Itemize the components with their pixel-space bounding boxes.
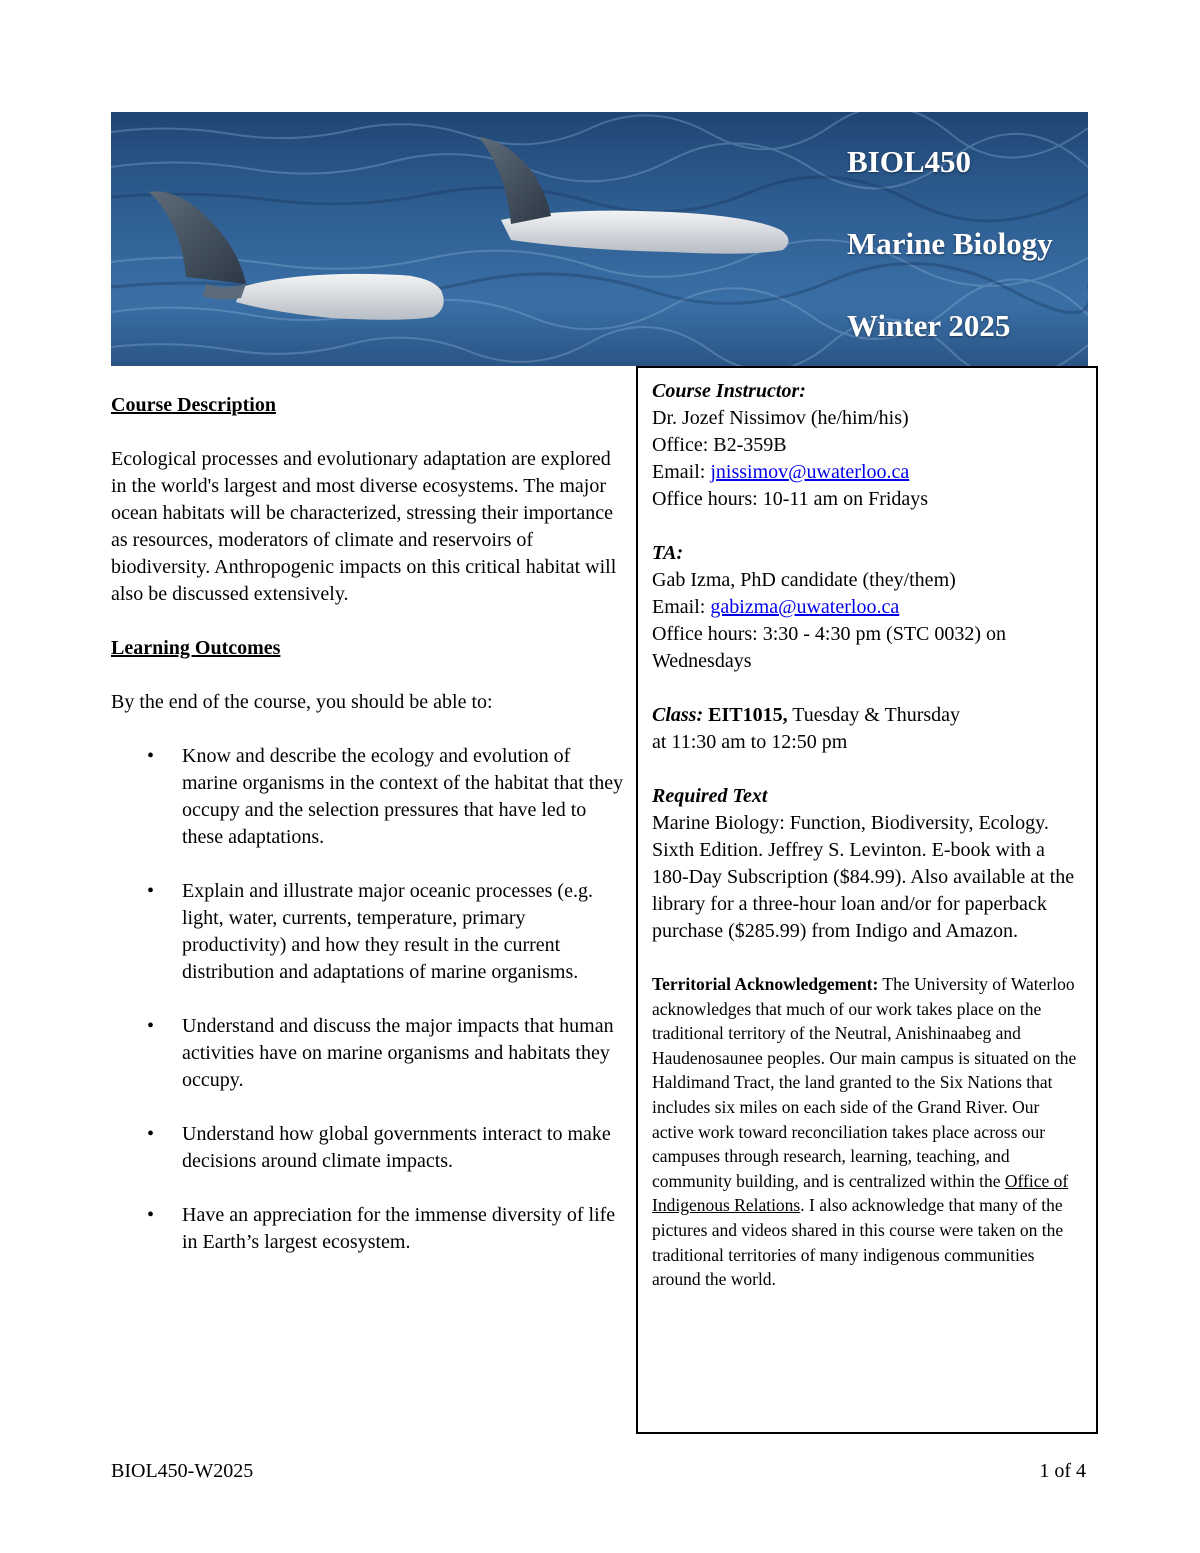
instructor-label: Course Instructor:: [652, 380, 806, 402]
bullet-icon: •: [147, 745, 155, 767]
header-banner: [111, 112, 1088, 366]
learning-outcomes-list: [111, 743, 626, 1256]
ta-hours: Office hours: 3:30 - 4:30 pm (STC 0032) on Wednesdays: [652, 623, 1007, 672]
ack-text-1: The University of Waterloo acknowledges that much of our work takes place on the traditional territory of the Neutral, Anishinaabeg and Haudenosaunee peoples. Our main campus is situated on the Haldimand Tract, the land granted to the Six Nations that includes six miles on each side of the Grand River. Our active work toward reconciliation takes place across our campuses through research, learning, teaching, and community building, and is centralized within the: [652, 974, 1077, 1191]
outcome-text: Explain and illustrate major oceanic processes (e.g. light, water, currents, temperature, primary productivity) and how they result in the current distribution and adaptations of marine organisms.: [182, 880, 593, 983]
outcome-text: Know and describe the ecology and evolution of marine organisms in the context of the habitat that they occupy and the selection pressures that have led to these adaptations.: [182, 745, 624, 848]
class-label: Class:: [652, 704, 704, 726]
ack-label: Territorial Acknowledgement:: [652, 974, 879, 994]
list-item: [111, 1202, 626, 1256]
indigenous-relations-link[interactable]: Office of Indigenous Relations: [652, 1170, 1069, 1216]
email-label: Email:: [652, 461, 711, 483]
bullet-icon: •: [147, 1123, 155, 1145]
ta-name: Gab Izma, PhD candidate (they/them): [652, 569, 956, 591]
list-item: [111, 878, 626, 986]
footer-page-number: 1 of 4: [1039, 1460, 1086, 1482]
instructor-email-line: [652, 459, 1084, 486]
bullet-icon: •: [147, 1015, 155, 1037]
outcomes-intro: By the end of the course, you should be able to:: [111, 691, 493, 713]
instructor-name: Dr. Jozef Nissimov (he/him/his): [652, 407, 909, 429]
ta-email-link[interactable]: gabizma@uwaterloo.ca: [710, 596, 900, 618]
outcome-text: Understand and discuss the major impacts that human activities have on marine organisms and habitats they occupy.: [182, 1015, 614, 1091]
instructor-hours: Office hours: 10-11 am on Fridays: [652, 488, 929, 510]
bullet-icon: •: [147, 880, 155, 902]
list-item: [111, 743, 626, 851]
left-column: [111, 392, 626, 1283]
footer-doc-id: BIOL450-W2025: [111, 1460, 254, 1482]
ta-email-line: [652, 594, 1084, 621]
course-description-text: Ecological processes and evolutionary adaptation are explored in the world's largest and most diverse ecosystems. The major ocean habitats will be characterized, stressing their importance as resources, moderators of climate and reservoirs of biodiversity. Anthropogenic impacts on this critical habitat will also be discussed extensively.: [111, 448, 617, 605]
list-item: [111, 1121, 626, 1175]
ack-text-2: . I also acknowledge that many of the pictures and videos shared in this course were taken on the traditional territories of many indigenous communities around the world.: [652, 1195, 1064, 1290]
course-name: Marine Biology: [847, 226, 1053, 261]
course-info-box: [636, 366, 1098, 1434]
instructor-office: Office: B2-359B: [652, 434, 787, 456]
course-description-heading: Course Description: [111, 394, 276, 416]
outcome-text: Have an appreciation for the immense diversity of life in Earth’s largest ecosystem.: [182, 1204, 616, 1253]
class-info: [652, 702, 1084, 729]
instructor-email-link[interactable]: jnissimov@uwaterloo.ca: [710, 461, 910, 483]
course-term: Winter 2025: [847, 308, 1011, 343]
learning-outcomes-heading: Learning Outcomes: [111, 637, 281, 659]
bullet-icon: •: [147, 1204, 155, 1226]
list-item: [111, 1013, 626, 1094]
territorial-acknowledgement: [652, 972, 1084, 1292]
class-days: Tuesday & Thursday: [787, 704, 961, 726]
course-code: BIOL450: [847, 144, 972, 179]
required-text-label: Required Text: [652, 785, 768, 807]
class-room: EIT1015,: [708, 704, 788, 726]
outcome-text: Understand how global governments interact to make decisions around climate impacts.: [182, 1123, 611, 1172]
required-text-body: Marine Biology: Function, Biodiversity, Ecology. Sixth Edition. Jeffrey S. Levinton. E-book with a 180-Day Subscription ($84.99). Also available at the library for a three-hour loan and/or for paperback purchase ($285.99) from Indigo and Amazon.: [652, 812, 1075, 942]
ta-label: TA:: [652, 542, 684, 564]
email-label: Email:: [652, 596, 711, 618]
class-time: at 11:30 am to 12:50 pm: [652, 731, 848, 753]
